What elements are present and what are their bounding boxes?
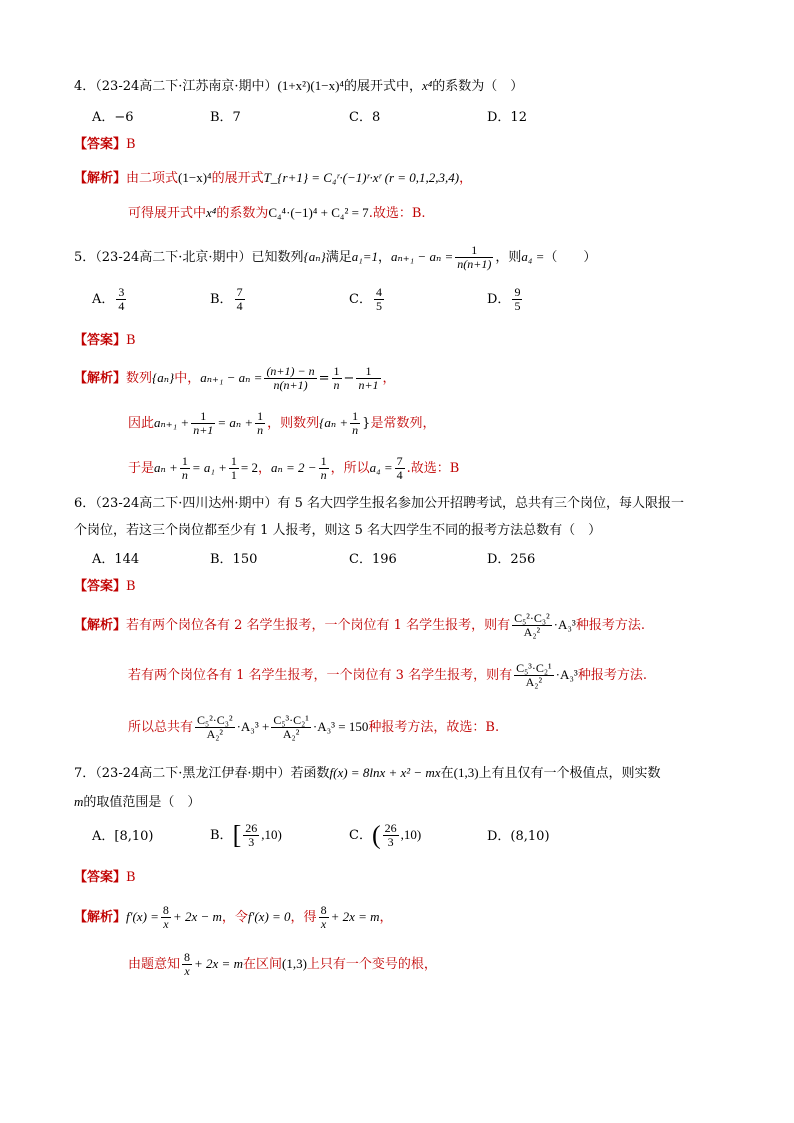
q5-analysis-line3: 于是aₙ + $\frac{1}{n}$ = a₁ + $\frac{1}{1}$ = 2，aₙ = 2 − $\frac{1}{n}$ ，所以a₄ = $\frac{7}{4}$ .故选：B <box>128 454 460 482</box>
q6-analysis-line1: 【解析】若有两个岗位各有 2 名学生报考，一个岗位有 1 名学生报考，则有 $\frac{\text{C₅²·C₃²}}{\text{A₂²}}$ ·A₃³种报考方法. <box>74 611 645 639</box>
q4-option-c: C．8 <box>349 110 381 125</box>
q6-analysis-line2: 若有两个岗位各有 1 名学生报考，一个岗位有 3 名学生报考，则有 $\frac{\text{C₅³·C₂¹}}{\text{A₂²}}$ ·A₃³种报考方法. <box>128 661 647 689</box>
q4-analysis-line2: 可得展开式中x⁴的系数为C₄⁴·(−1)⁴ + C₄² = 7.故选：B. <box>128 205 426 221</box>
q4-stem: 4．（23-24高二下·江苏南京·期中）(1+x²)(1−x)⁴的展开式中，x⁴的系数为（ ） <box>74 78 524 94</box>
q7-option-c: C．( $\frac{26}{3}$ ,10) <box>349 820 422 850</box>
q7-stem-line2: m的取值范围是（ ） <box>74 794 201 810</box>
q7-analysis-line2: 由题意知 $\frac{8}{x}$ + 2x = m在区间(1,3)上只有一个变号的根， <box>128 950 437 978</box>
q6-option-c: C．196 <box>349 552 397 567</box>
q4-option-a: A．−6 <box>92 110 134 125</box>
q6-option-b: B．150 <box>210 552 258 567</box>
q6-stem-line2: 个岗位，若这三个岗位都至少有 1 人报考，则这 5 名大四学生不同的报考方法总数有（ ） <box>74 523 602 538</box>
q7-option-a: A．[8,10) <box>92 829 154 844</box>
q4-answer: 【答案】B <box>74 137 136 152</box>
q5-option-b: B． $\frac{7}{4}$ <box>210 285 243 313</box>
q4-analysis-line1: 【解析】由二项式(1−x)⁴的展开式T_{r+1} = C₄ʳ·(−1)ʳ·xʳ (r = 0,1,2,3,4)， <box>74 170 473 186</box>
q7-option-b: B．[ $\frac{26}{3}$ ,10) <box>210 820 282 850</box>
q5-analysis-line1: 【解析】数列{aₙ}中，aₙ₊₁ − aₙ = $\frac{(n+1) - n}{n(n+1)}$ = $\frac{1}{n}$ − $\frac{1}{n+1}$ ， <box>74 364 396 392</box>
q7-answer: 【答案】B <box>74 870 136 885</box>
q5-stem: 5．（23-24高二下·北京·期中）已知数列{aₙ}满足a₁=1，aₙ₊₁ − aₙ = $\frac{1}{n(n+1)}$ ，则a₄ =（ ） <box>74 243 597 271</box>
q4-option-b: B．7 <box>210 110 241 125</box>
q6-answer: 【答案】B <box>74 579 136 594</box>
q6-option-a: A．144 <box>92 552 140 567</box>
q5-option-d: D． $\frac{9}{5}$ <box>487 285 521 313</box>
q6-stem-line1: 6．（23-24高二下·四川达州·期中）有 5 名大四学生报名参加公开招聘考试，总共有三个岗位，每人限报一 <box>74 496 685 511</box>
q6-analysis-line3: 所以总共有 $\frac{\text{C₅²·C₃²}}{\text{A₂²}}$ ·A₃³ + $\frac{\text{C₅³·C₂¹}}{\text{A₂²}}$ ·A₃³ = 150种报考方法，故选：B. <box>128 713 500 741</box>
q5-option-c: C． $\frac{4}{5}$ <box>349 285 382 313</box>
q7-analysis-line1: 【解析】f′(x) = $\frac{8}{x}$ + 2x − m，令f′(x) = 0，得 $\frac{8}{x}$ + 2x = m， <box>74 903 393 931</box>
q7-stem-line1: 7．（23-24高二下·黑龙江伊春·期中）若函数f(x) = 8lnx + x² − mx在(1,3)上有且仅有一个极值点，则实数 <box>74 765 661 781</box>
q5-analysis-line2: 因此aₙ₊₁ + $\frac{1}{n+1}$ = aₙ + $\frac{1}{n}$ ，则数列{aₙ + $\frac{1}{n}$ }是常数列， <box>128 409 436 437</box>
q5-option-a: A． $\frac{3}{4}$ <box>92 285 125 313</box>
q5-answer: 【答案】B <box>74 333 136 348</box>
q7-option-d: D．(8,10) <box>487 829 550 844</box>
q6-option-d: D．256 <box>487 552 536 567</box>
q4-option-d: D．12 <box>487 110 527 125</box>
q5-recurrence-fraction: $\frac{1}{n(n+1)}$ <box>457 243 492 271</box>
